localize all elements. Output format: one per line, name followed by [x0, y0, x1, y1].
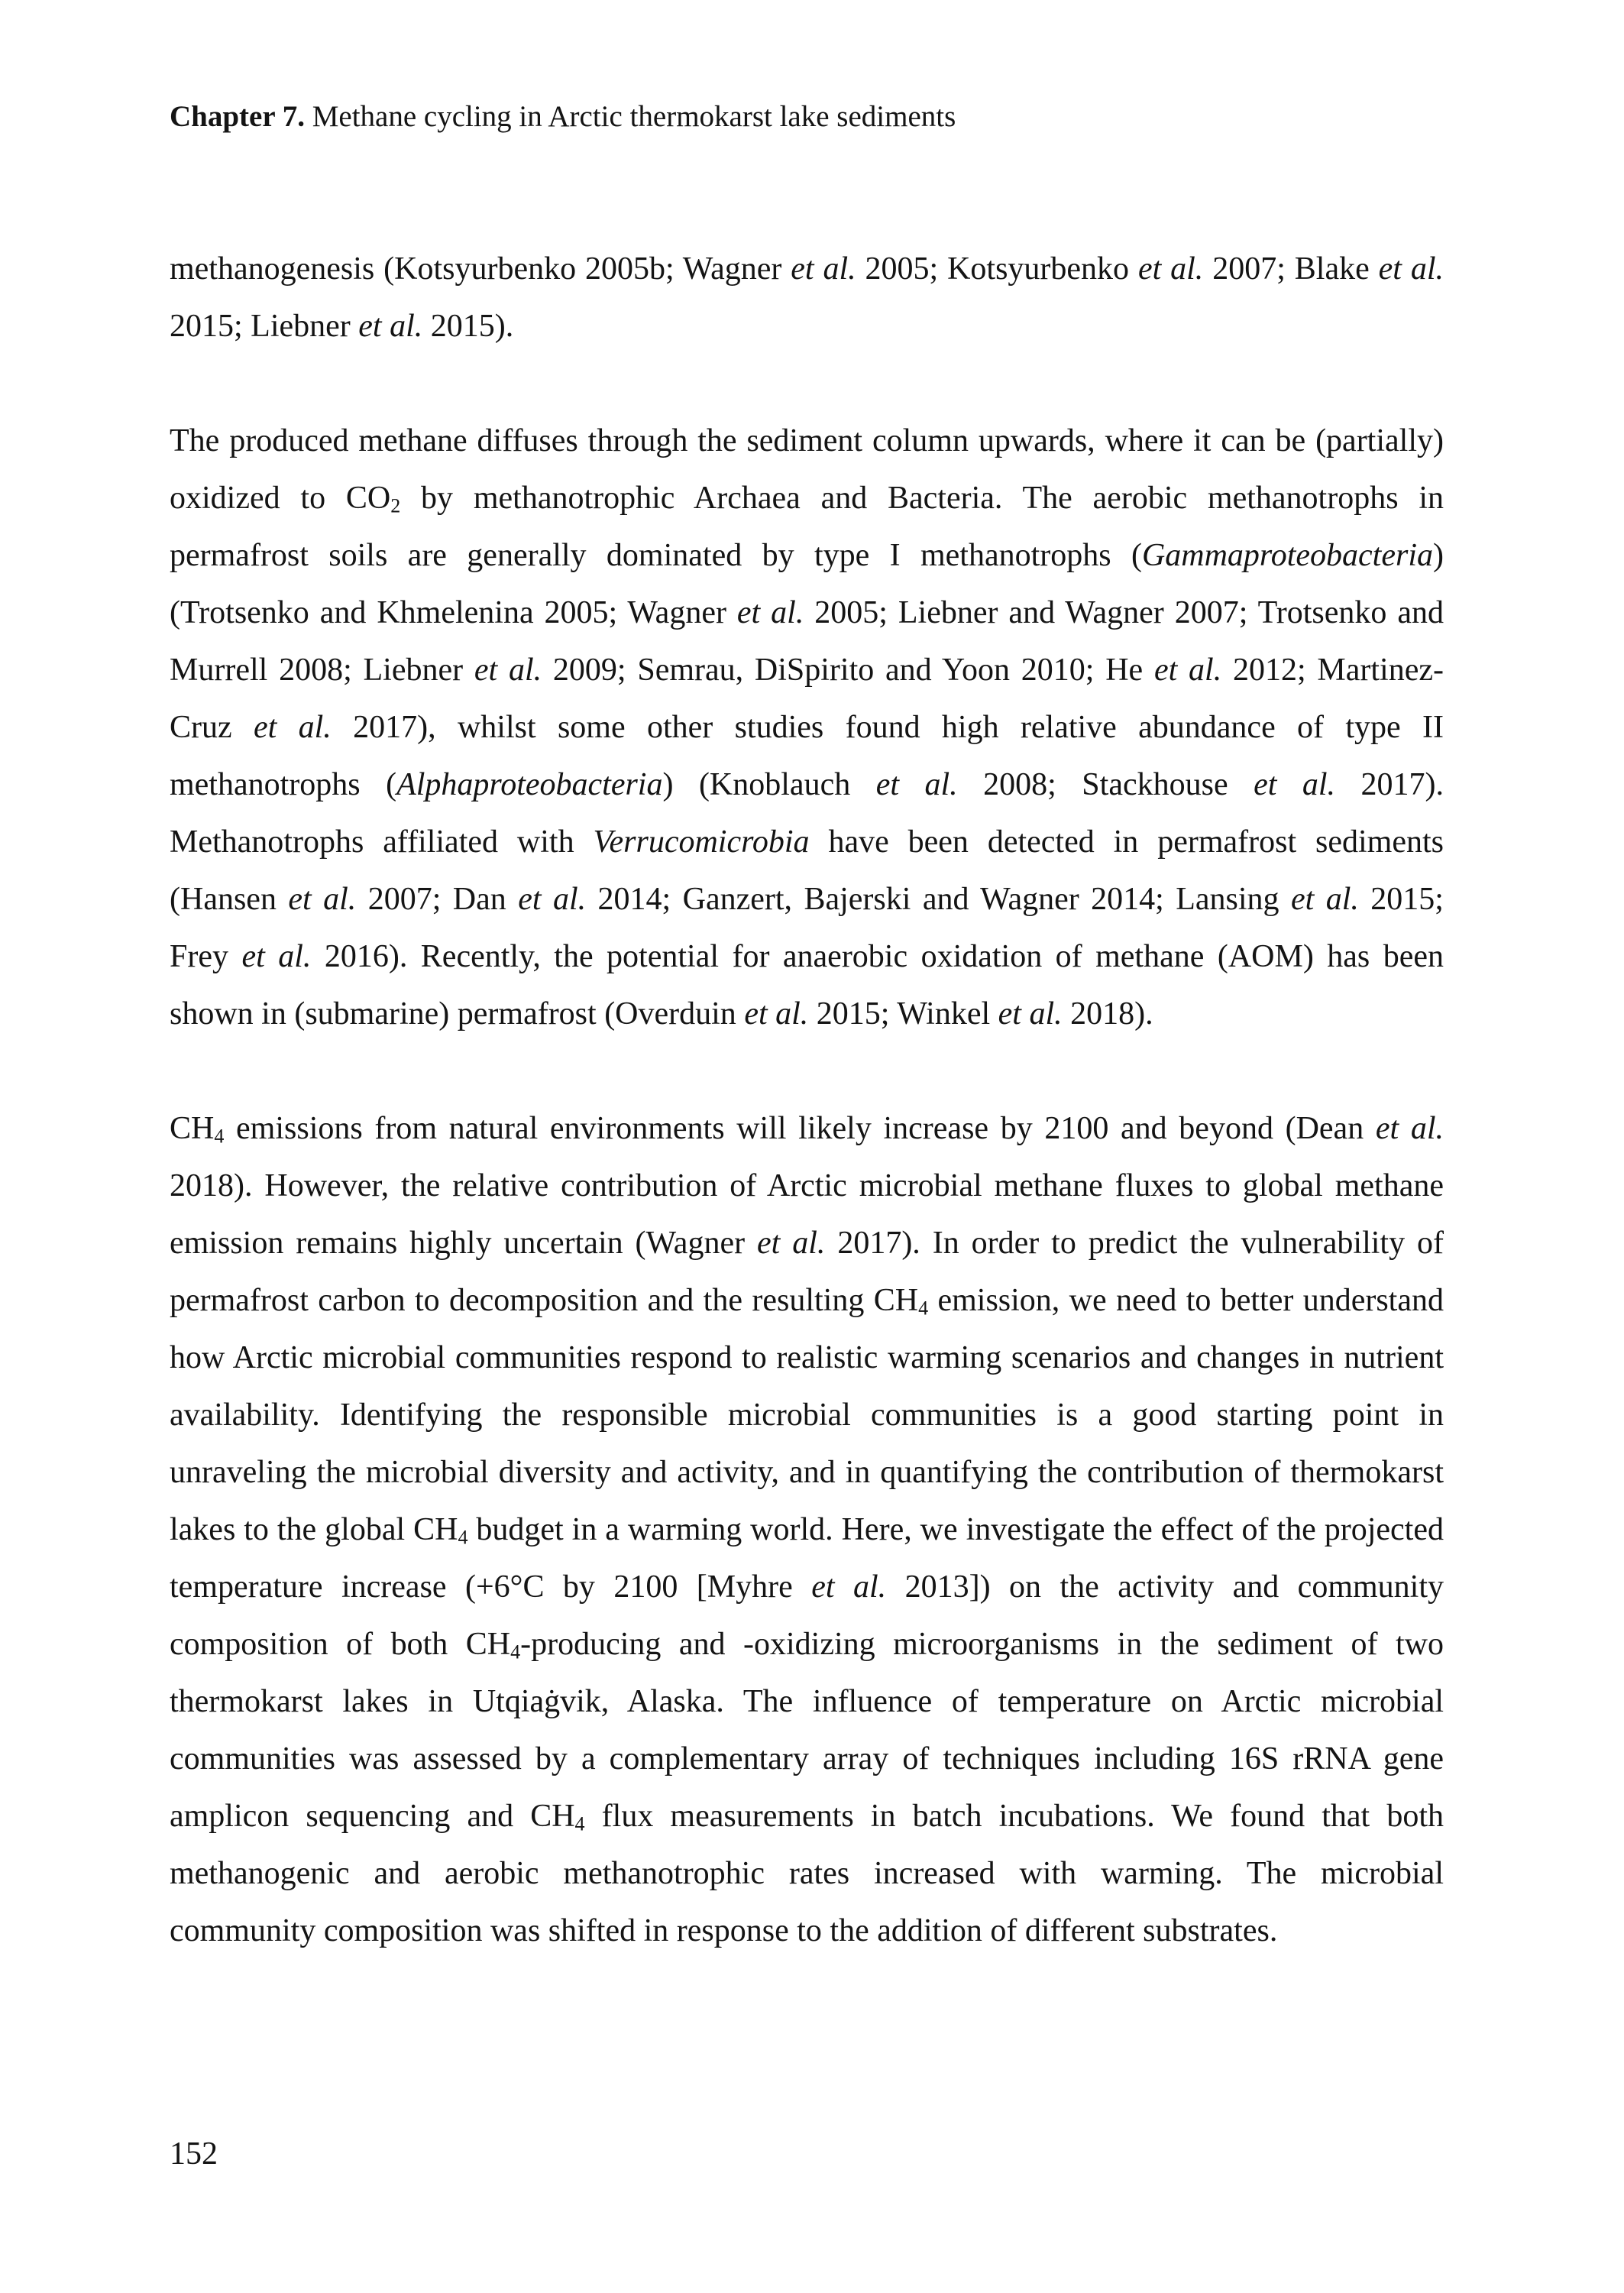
italic-text: et al.	[1290, 882, 1359, 917]
italic-text: et al.	[474, 653, 542, 688]
chapter-number-label: Chapter 7.	[170, 100, 305, 133]
page-number: 152	[170, 2136, 218, 2172]
body-text: ) (Trotsenko and Khmelenina 2005; Wagner	[170, 538, 1444, 630]
body-text: 2005; Liebner and Wagner 2007; Trotsenko and Murrell 2008; Liebner	[170, 595, 1444, 688]
body-text: 2015; Frey	[170, 882, 1444, 974]
body-text: ) (Knoblauch	[662, 767, 876, 802]
italic-text: et al.	[791, 251, 856, 287]
italic-text: et al.	[1137, 251, 1204, 287]
body-text: emission, we need to better understand how Arctic microbial communities respond to realistic warming scenarios and changes in nutrient availability. Identifying the responsible microbial communities is a good starting point in unraveling the microbial diversity and activity, and in quantifying the contribution of thermokarst lakes to the global CH	[170, 1283, 1444, 1547]
chapter-header	[170, 99, 1468, 135]
page-body	[170, 241, 1444, 2017]
italic-text: et al.	[736, 595, 804, 630]
subscript-text: 4	[574, 1812, 585, 1835]
body-text: 2015).	[422, 309, 514, 344]
body-text: have been detected in permafrost sediments (Hansen	[170, 824, 1444, 917]
italic-text: et al.	[1153, 653, 1222, 688]
italic-text: et al.	[518, 882, 587, 917]
body-text: 2008; Stackhouse	[957, 767, 1254, 802]
body-text: 2005; Kotsyurbenko	[856, 251, 1138, 287]
body-text: 2017). In order to predict the vulnerability of permafrost carbon to decomposition and the resulting CH	[170, 1226, 1444, 1318]
body-text: 2016). Recently, the potential for anaerobic oxidation of methane (AOM) has been shown in (submarine) permafrost (Overduin	[170, 939, 1444, 1032]
paragraph-1	[170, 241, 1444, 355]
body-text: -producing and -oxidizing microorganisms in the sediment of two thermokarst lakes in Utqiaġvik, Alaska. The influence of temperature on Arctic microbial communities was assessed by a complementary array of techniques including 16S rRNA gene amplicon sequencing and CH	[170, 1627, 1444, 1834]
paragraph-2	[170, 413, 1444, 1043]
body-text: 2018).	[1062, 996, 1153, 1032]
italic-text: et al.	[757, 1226, 826, 1261]
body-text: methanogenesis (Kotsyurbenko 2005b; Wagner	[170, 251, 791, 287]
italic-text: et al.	[1375, 1111, 1444, 1146]
chapter-title-text: Methane cycling in Arctic thermokarst lake sediments	[304, 100, 956, 133]
body-text: 2018). However, the relative contribution of Arctic microbial methane fluxes to global methane emission remains highly uncertain (Wagner	[170, 1168, 1444, 1261]
italic-text: et al.	[288, 882, 357, 917]
body-text: 2014; Ganzert, Bajerski and Wagner 2014; Lansing	[586, 882, 1291, 917]
subscript-text: 4	[458, 1526, 468, 1549]
body-text: 2015; Winkel	[808, 996, 998, 1032]
body-text: 2007; Blake	[1203, 251, 1379, 287]
italic-text: et al.	[358, 309, 423, 344]
body-text: 2017). Methanotrophs affiliated with	[170, 767, 1444, 860]
italic-text: et al.	[253, 710, 332, 745]
body-text: 2017), whilst some other studies found high relative abundance of type II methanotrophs (	[170, 710, 1444, 802]
body-text: budget in a warming world. Here, we investigate the effect of the projected temperature increase (+6°C by 2100 [Myhre	[170, 1512, 1444, 1605]
italic-text: et al.	[1254, 767, 1336, 802]
italic-text: Gammaproteobacteria	[1141, 538, 1433, 573]
italic-text: et al.	[744, 996, 809, 1032]
italic-text: et al.	[811, 1569, 887, 1605]
italic-text: et al.	[998, 996, 1063, 1032]
italic-text: et al.	[875, 767, 958, 802]
body-text: flux measurements in batch incubations. We found that both methanogenic and aerobic methanotrophic rates increased with warming. The microbial community composition was shifted in response to the addition of different substrates.	[170, 1799, 1444, 1948]
body-text: 2015; Liebner	[170, 309, 359, 344]
body-text: 2009; Semrau, DiSpirito and Yoon 2010; He	[542, 653, 1154, 688]
body-text: The produced methane diffuses through the sediment column upwards, where it can be (partially) oxidized to CO	[170, 423, 1444, 516]
subscript-text: 4	[214, 1125, 225, 1148]
subscript-text: 2	[390, 494, 401, 517]
paragraph-3	[170, 1100, 1444, 1960]
italic-text: et al.	[241, 939, 312, 974]
body-text: by methanotrophic Archaea and Bacteria. The aerobic methanotrophs in permafrost soils are generally dominated by type I methanotrophs (	[170, 481, 1444, 573]
italic-text: Verrucomicrobia	[593, 824, 810, 860]
subscript-text: 4	[918, 1297, 929, 1320]
body-text: emissions from natural environments will likely increase by 2100 and beyond (Dean	[224, 1111, 1376, 1146]
italic-text: et al.	[1378, 251, 1444, 287]
subscript-text: 4	[510, 1640, 521, 1663]
body-text: 2007; Dan	[356, 882, 519, 917]
body-text: 2013]) on the activity and community composition of both CH	[170, 1569, 1444, 1662]
italic-text: Alphaproteobacteria	[396, 767, 663, 802]
body-text: CH	[170, 1111, 215, 1146]
body-text: 2012; Martinez-Cruz	[170, 653, 1444, 745]
